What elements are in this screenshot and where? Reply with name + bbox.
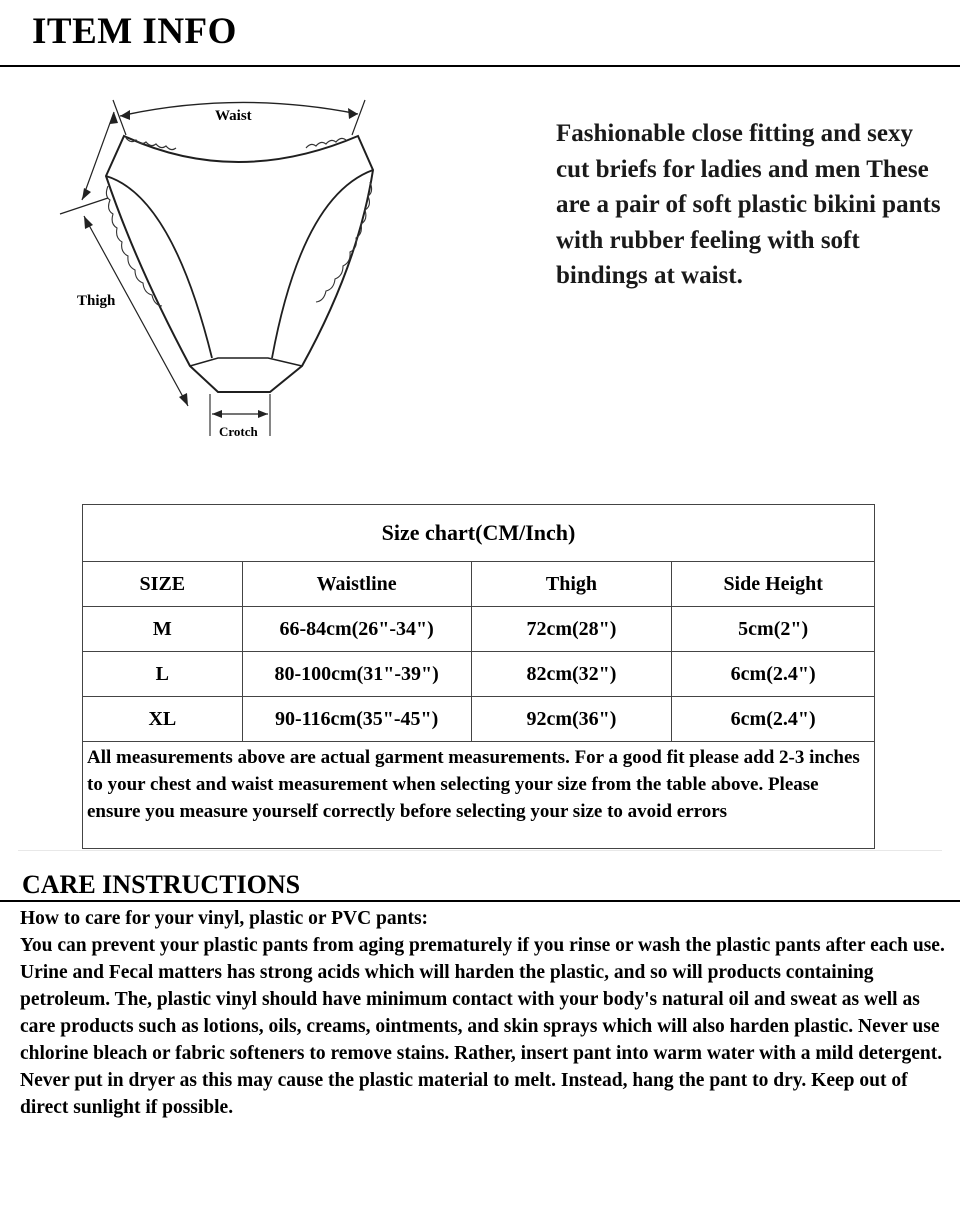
size-chart-note-row: [83, 742, 875, 849]
thigh-arrow-head-top: [84, 216, 93, 229]
column-header-waistline: Waistline: [242, 562, 471, 607]
side-height-cell: 6cm(2.4"): [672, 652, 875, 697]
care-instructions-title: CARE INSTRUCTIONS: [22, 870, 301, 899]
column-header-size: SIZE: [83, 562, 243, 607]
waistline-cell: 90-116cm(35"-45"): [242, 697, 471, 742]
care-body: You can prevent your plastic pants from aging prematurely if you rinse or wash the plastic pants after each use. Urine and Fecal matters has strong acids which will harden the plastic, and so will products containing petroleum. The, plastic vinyl should have minimum contact with your body's natural oil and sweat as well as care products such as lotions, oils, creams, ointments, and skin sprays which will also harden plastic. Never use chlorine bleach or fabric softeners to remove stains. Rather, insert pant into warm water with a mild detergent. Never put in dryer as this may cause the plastic material to melt. Instead, hang the pant to dry. Keep out of direct sunlight if possible.: [20, 935, 945, 1118]
side-height-cell: 5cm(2"): [672, 607, 875, 652]
size-chart-header-row: [83, 562, 875, 607]
table-row: [83, 697, 875, 742]
thigh-cell: 82cm(32"): [471, 652, 672, 697]
side-guide: [60, 198, 108, 214]
briefs-illustration: [40, 90, 420, 450]
care-instructions: [20, 905, 945, 1121]
briefs-outline: [106, 136, 373, 392]
thigh-cell: 72cm(28"): [471, 607, 672, 652]
thigh-arrow-head-bottom: [179, 393, 188, 406]
side-arrow-head-bottom: [82, 188, 91, 200]
crotch-arrow-head-right: [258, 410, 268, 418]
measurement-diagram: [40, 90, 420, 450]
thigh-label: Thigh: [77, 293, 116, 309]
size-cell: L: [83, 652, 243, 697]
column-header-thigh: Thigh: [471, 562, 672, 607]
crotch-label: Crotch: [219, 424, 258, 439]
table-row: [83, 652, 875, 697]
column-header-side-height: Side Height: [672, 562, 875, 607]
waist-label: Waist: [215, 108, 252, 124]
product-description-text: Fashionable close fitting and sexy cut briefs for ladies and men These are a pair of soft plastic bikini pants with rubber feeling with soft bindings at waist.: [556, 120, 941, 289]
size-chart-table: [82, 504, 875, 849]
size-cell: M: [83, 607, 243, 652]
product-description: [556, 116, 946, 294]
waist-guide-right: [352, 100, 365, 135]
table-row: [83, 607, 875, 652]
item-info-title: ITEM INFO: [32, 11, 237, 52]
size-chart-caption-row: [83, 505, 875, 562]
size-chart-caption: Size chart(CM/Inch): [83, 505, 875, 562]
section-separator: [18, 850, 942, 851]
care-heading: How to care for your vinyl, plastic or PVC pants:: [20, 908, 429, 929]
crotch-arrow-head-left: [212, 410, 222, 418]
waist-arrow-head-right: [348, 108, 358, 119]
waistline-cell: 80-100cm(31"-39"): [242, 652, 471, 697]
waistline-cell: 66-84cm(26"-34"): [242, 607, 471, 652]
size-chart-note: All measurements above are actual garment measurements. For a good fit please add 2-3 inches to your chest and waist measurement when selecting your size from the table above. Please ensure you measure yourself correctly before selecting your size to avoid errors: [83, 742, 875, 849]
side-height-cell: 6cm(2.4"): [672, 697, 875, 742]
item-info-divider: [0, 65, 960, 67]
size-cell: XL: [83, 697, 243, 742]
care-instructions-divider: [0, 900, 960, 902]
thigh-cell: 92cm(36"): [471, 697, 672, 742]
